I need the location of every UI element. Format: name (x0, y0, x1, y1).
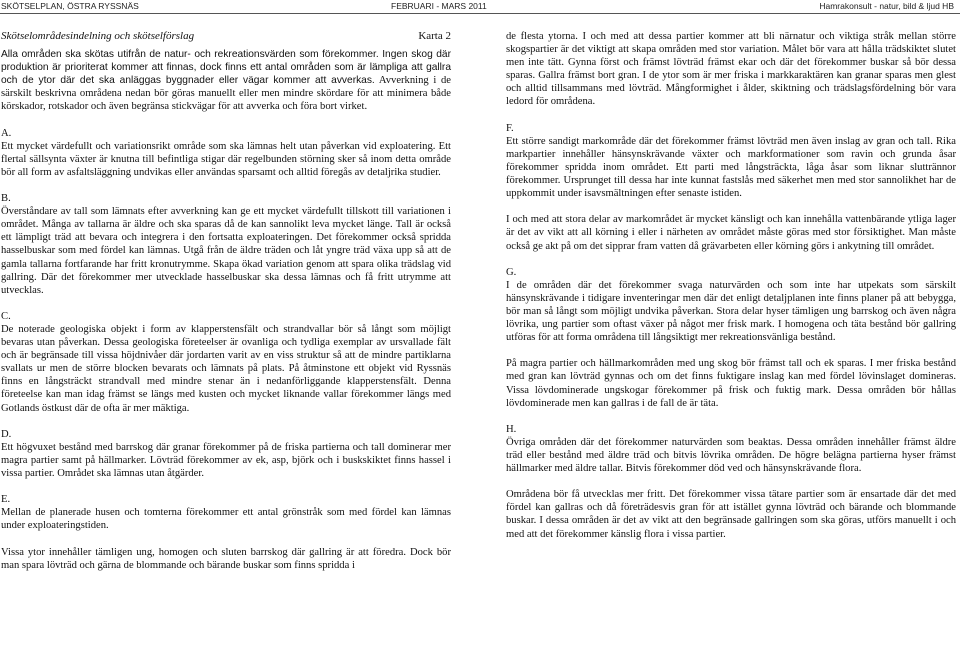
header-rule (0, 13, 960, 14)
section-letter: C. (1, 310, 11, 322)
section-h-continued (506, 488, 956, 540)
section-text: de flesta ytorna. I och med att dessa partier kommer att bli närnatur och viktiga stråk mellan större skogspartier är det viktigt att skapa områden med stor variation. Målet bör vara att hålla trädskiktet slutet men inte tätt. Gynna först och främst lövträd främst ekar och där det förekommer buskar så bör dessa sparas. Gallra främst bort gran. I de ytor som är mer friska i markkaraktären kan granar sparas men glest och alltid tillsammans med lövträd. Mångformighet i ålder, skiktning och trädslagsfördelning bör vara ledord för områdena. (506, 31, 956, 108)
section-text: I och med att stora delar av markområdet är mycket känsligt och kan innehålla vattenbärande ytliga lager är det av vikt att all körning i eller i närheten av området måste göras med stor försiktighet. Man måste också ge akt på om det sipprar fram vatten då grävarbeten eller körning görs i ankytning till området. (506, 214, 956, 252)
section-g (506, 266, 956, 345)
section-f-continued (506, 213, 956, 252)
header-date: FEBRUARI - MARS 2011 (391, 1, 487, 11)
section-text: På magra partier och hällmarkområden med ung skog bör främst tall och ek sparas. I mer friska bestånd med gran kan lövträd gynnas och om det finns fuktigare inslag kan med fördel lövinslaget domineras. Vissa lövdominerade ungskogar förekommer på frisk och fuktig mark. Dessa områden bör hållas lövdominerade men kan gallras i de fall de är täta. (506, 358, 956, 409)
section-b (1, 192, 451, 297)
intro-serif-text: Avverkning i de särskilt beskrivna områdena nedan bör göras manuellt eller men mindre skördare för att minimera både körskador, rotskador och även begränsa stickvägar för att avverka och föra bort virket. (1, 75, 451, 113)
section-title: Skötselområdesindelning och skötselförslag (1, 30, 195, 42)
section-c (1, 310, 451, 415)
section-text: Mellan de planerade husen och tomterna förekommer ett antal grönstråk som med fördel kan lämnas under exploateringstiden. (1, 507, 451, 532)
section-g-continued (506, 357, 956, 409)
section-text: Ett högvuxet bestånd med barrskog där granar förekommer på de friska partierna och tall dominerar mer magra partier samt på hällmarker. Lövträd förekommer av ek, asp, björk och i buskskiktet finns hassel i vissa partier. Området ska lämnas utan åtgärder. (1, 441, 451, 479)
section-text: De noterade geologiska objekt i form av klapperstensfält och strandvallar bör så långt som möjligt bevaras utan påverkan. Dessa geologiska företeelser är ovanliga och tydliga exemplar av ursvallade fält och är begränsade till vissa höjdnivåer där jordarten varit av en viss struktur så att de mindre partiklarna svallats ur men de större blocken bevarats och lämnats på plats. På åtminstone ett objekt vid Ryssnäs finns en långsträckt strandvall med mindre stenar än i nedanförliggande klapperstensfält. Denna företeelse kan man idag främst se längs med kusten och mycket liknande vallar förekommer längs med Gotlands östkust där de ofta är mer mäktiga. (1, 323, 451, 414)
section-e-continued (1, 546, 451, 572)
section-e-continued-right (506, 30, 956, 109)
section-text: I de områden där det förekommer svaga naturvärden och som inte har utpekats som särskilt hänsynskrävande i tidigare inventeringar men där det enligt detaljplanen inte finns planer på att bebygga, bör man så långt som möjligt undvika påverkan. Stora delar hyser tämligen ung barrskog och även några lövrika, ung partier som oftast växer på något mer frisk mark. I homogena och täta bestånd bör gallring utföras för att forma områdena till långsiktigt mer rekreationsvänliga bestånd. (506, 279, 956, 344)
section-letter: H. (506, 423, 517, 435)
intro-sans-text: Alla områden ska skötas utifrån de natur- och rekreationsvärden som förekommer. Ingen skog där produktion är prioriterat kommer att finnas, dock finns ett antal områden som är lämpliga att gallra och de ytor där det ska anläggas byggnader eller vägar kommer att avverkas. (1, 49, 451, 87)
section-text: Övriga områden där det förekommer naturvärden som beaktas. Dessa områden innehåller främst äldre träd eller bestånd med äldre träd och bitvis lövrika områden. De högre belägna partierna hyser främst hällmarker med äldre tallar. Bitvis förekommer död ved och hänsynskrävande flora. (506, 436, 956, 475)
section-text: Överståndare av tall som lämnats efter avverkning kan ge ett mycket värdefullt tillskott till variationen i området. Många av tallarna är äldre och ska sparas då de kan sannolikt leva mycket länge. Tall är också ett lämpligt träd att bevara och integrera i den fortsatta exploateringen. Det förekommer också spridda hasselbuskar som med fördel kan lämnas. Utgå från de äldre träden och låt yngre träd växa upp så att de gamla tallarna fortfarande har fritt kronutrymme. Skapa ökad variation genom att spara olika trädslag vid gallring. Där det förekommer mer utvecklade hasselbuskar ska dessa lämnas och få fritt utrymme att utvecklas. (1, 206, 451, 296)
right-column (506, 30, 956, 554)
section-title-bar (1, 30, 451, 48)
section-letter: A. (1, 127, 12, 139)
section-h (506, 423, 956, 475)
header-document-title: SKÖTSELPLAN, ÖSTRA RYSSNÄS (1, 1, 139, 11)
section-letter: E. (1, 494, 11, 506)
map-reference: Karta 2 (418, 30, 451, 42)
section-text: Vissa ytor innehåller tämligen ung, homogen och sluten barrskog där gallring är att föredra. Dock bör man spara lövträd och gärna de blommande och bärande buskar som finns spridda i (1, 546, 451, 571)
section-f (506, 122, 956, 201)
section-letter: B. (1, 193, 11, 205)
intro-paragraph (1, 48, 451, 113)
header-author: Hamrakonsult - natur, bild & ljud HB (819, 1, 954, 11)
section-letter: F. (506, 122, 514, 134)
page-header (0, 0, 960, 12)
section-a (1, 127, 451, 179)
left-column (1, 30, 451, 585)
section-letter: G. (506, 266, 517, 278)
section-text: Ett större sandigt markområde där det förekommer främst lövträd men även inslag av gran och tall. Rika markpartier innehåller hänsynskrävande växter och markformationer som ravin och grunda åsar förekommer spridda inom området. Ett parti med långsträckta, låga åsar som liknar sluttrännor förekommer. Ursprunget till dessa har inte kunnat fastslås med säkerhet men med stor sannolikhet har de uppkommit under isavsmältningen efter senaste istiden. (506, 135, 956, 200)
section-text: Ett mycket värdefullt och variationsrikt område som ska lämnas helt utan påverkan vid exploatering. Ett flertal sällsynta växter är knutna till befintliga stigar där regelbunden störning sker så inom detta område bör all form av asfaltsläggning undvikas eller användas sparsamt och alltid föregås av detaljrika studier. (1, 140, 451, 178)
section-letter: D. (1, 428, 12, 440)
section-e (1, 493, 451, 532)
section-d (1, 428, 451, 480)
section-text: Områdena bör få utvecklas mer fritt. Det förekommer vissa tätare partier som är ensartade där det med fördel kan gallras och då företrädesvis gran för att istället gynna lövträd och bärande och blommande buskar. I dessa områden är det av vikt att den begränsade gallringen som ska göras, utförs manuellt i och med att det förekommer känslig flora i vissa partier. (506, 489, 956, 540)
